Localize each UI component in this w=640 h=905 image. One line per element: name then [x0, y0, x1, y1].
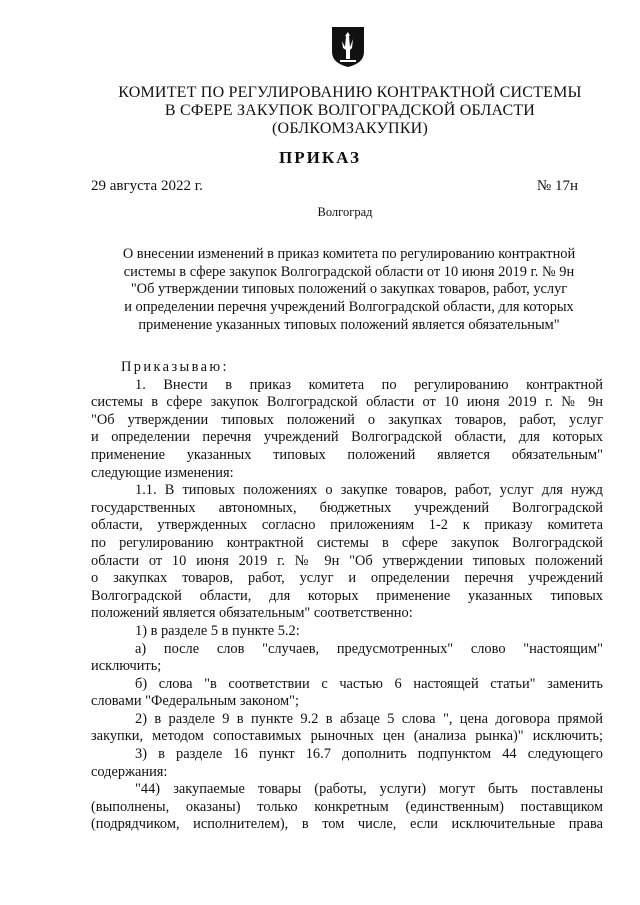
- document-number: № 17н: [536, 178, 578, 194]
- body-line: 1.1. В типовых положениях о закупке товаров, работ, услуг для нужд: [135, 482, 603, 499]
- document-date: 29 августа 2022 г.: [91, 178, 203, 194]
- body-line: положений является обязательным" соответственно:: [91, 605, 413, 622]
- body-line: и определении перечня учреждений Волгоградской области, для которых: [91, 429, 603, 446]
- body-line: содержания:: [91, 763, 168, 780]
- body-line: (выполнены, оказаны) только конкретным (единственным) поставщиком: [91, 798, 603, 815]
- subject-line: системы в сфере закупок Волгоградской области от 10 июня 2019 г. № 9н: [123, 263, 575, 280]
- body-line: государственных автономных, бюджетных учреждений Волгоградской: [91, 499, 603, 516]
- body-line: "Об утверждении типовых положений о закупках товаров, работ, услуг: [91, 411, 603, 428]
- body-line: 1. Внести в приказ комитета по регулированию контрактной: [135, 376, 603, 393]
- org-line: (ОБЛКОМЗАКУПКИ): [272, 120, 428, 137]
- body-line: системы в сфере закупок Волгоградской области от 10 июня 2019 г. № 9н: [91, 394, 603, 411]
- body-line: по регулированию контрактной системы в сфере закупок Волгоградской: [91, 534, 603, 551]
- body-line: (подрядчиком, исполнителем), в том числе, если исключительные права: [91, 816, 603, 833]
- volgograd-coat-of-arms-icon: [331, 26, 365, 68]
- body-line: области от 10 июня 2019 г. № 9н "Об утверждении типовых положений: [91, 552, 603, 569]
- organization-name: [90, 84, 610, 138]
- subject-line: О внесении изменений в приказ комитета по регулированию контрактной: [122, 246, 576, 262]
- subject-line: применение указанных типовых положений является обязательным": [138, 316, 560, 333]
- body-line: закупки, методом сопоставимых рыночных цен (анализа рынка)" исключить;: [91, 728, 603, 745]
- body-line: 2) в разделе 9 в пункте 9.2 в абзаце 5 слова ", цена договора прямой: [135, 710, 603, 727]
- subject-line: "Об утверждении типовых положений о закупках товаров, работ, услуг: [130, 281, 568, 298]
- subject-line: и определении перечня учреждений Волгоградской области, для которых: [124, 299, 574, 316]
- body-line: а) после слов "случаев, предусмотренных" слово "настоящим": [135, 640, 603, 657]
- body-line: 1) в разделе 5 в пункте 5.2:: [135, 622, 300, 639]
- body-line: Приказываю:: [121, 359, 229, 375]
- body-line: о закупках товаров, работ, услуг и определении перечня учреждений: [91, 570, 603, 587]
- org-line: В СФЕРЕ ЗАКУПОК ВОЛГОГРАДСКОЙ ОБЛАСТИ: [164, 102, 536, 119]
- document-city: Волгоград: [317, 205, 373, 219]
- document-title: ПРИКАЗ: [279, 148, 361, 167]
- body-line: словами "Федеральным законом";: [91, 693, 299, 710]
- body-line: следующие изменения:: [91, 464, 234, 481]
- body-line: Волгоградской области, для которых применение указанных типовых: [91, 587, 603, 604]
- body-line: 3) в разделе 16 пункт 16.7 дополнить подпунктом 44 следующего: [135, 746, 603, 763]
- document-body: [91, 359, 603, 834]
- body-line: области, утвержденных согласно приложениям 1-2 к приказу комитета: [91, 517, 603, 534]
- body-line: "44) закупаемые товары (работы, услуги) могут быть поставлены: [135, 781, 603, 798]
- document-subject: [92, 246, 606, 335]
- org-line: КОМИТЕТ ПО РЕГУЛИРОВАНИЮ КОНТРАКТНОЙ СИСТЕМЫ: [118, 84, 582, 101]
- body-line: б) слова "в соответствии с частью 6 настоящей статьи" заменить: [135, 675, 603, 692]
- body-line: исключить;: [91, 658, 162, 675]
- body-line: применение указанных типовых положений является обязательным": [91, 446, 603, 463]
